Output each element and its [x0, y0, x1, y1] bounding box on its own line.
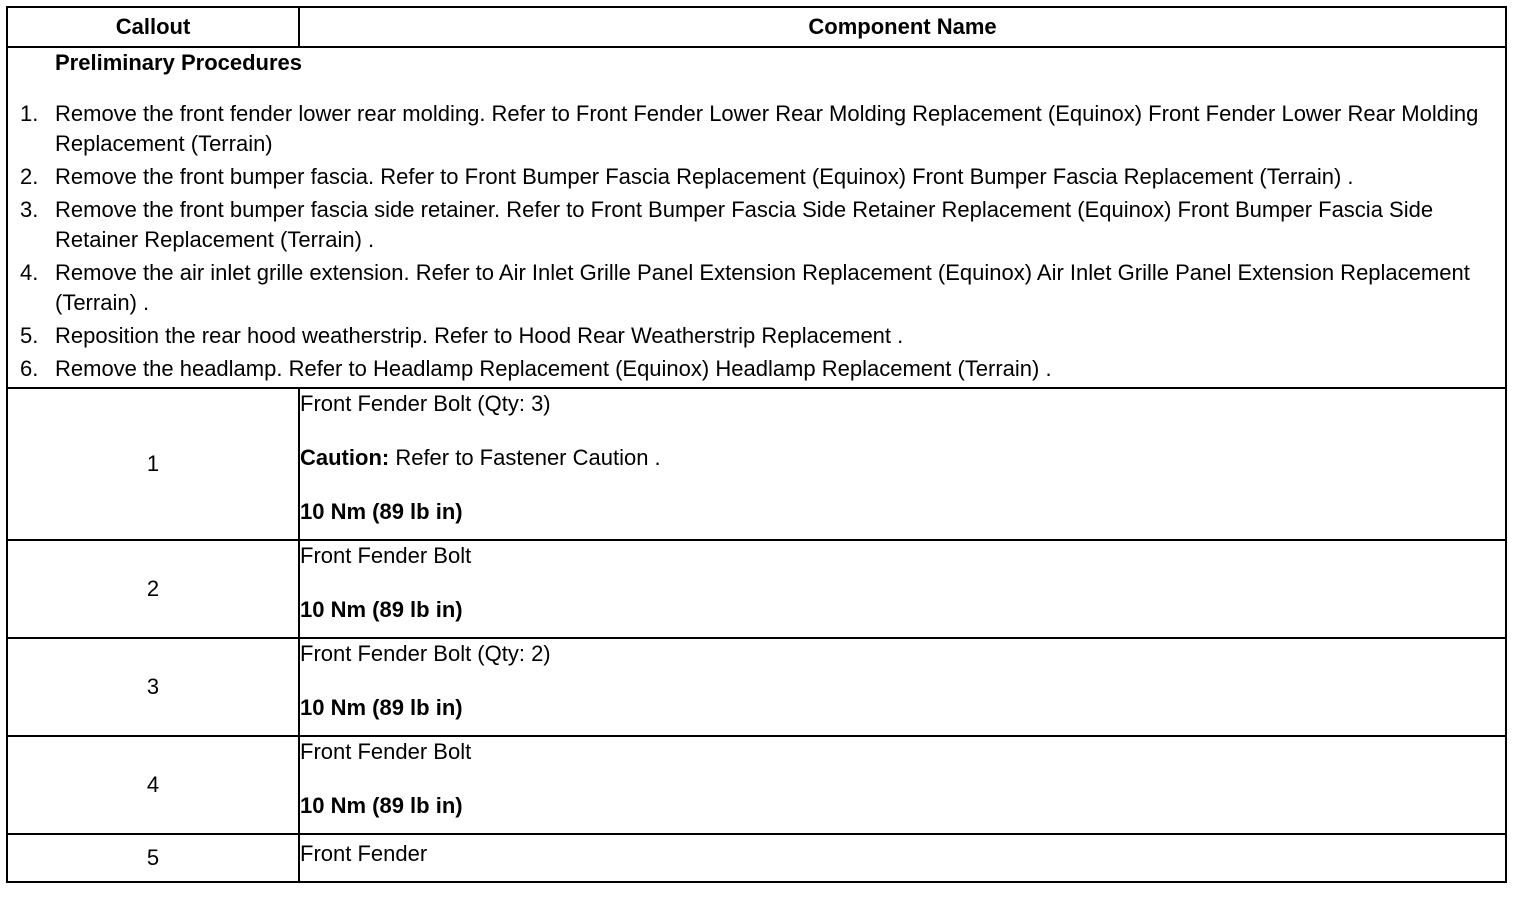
callout-number: 1	[7, 388, 299, 540]
step-text: Reposition the rear hood weatherstrip. Refer to Hood Rear Weatherstrip Replacement .	[55, 323, 904, 348]
callout-number: 2	[7, 540, 299, 638]
step-number: 3.	[20, 197, 39, 222]
torque-spec: 10 Nm (89 lb in)	[300, 597, 463, 622]
callout-number: 3	[7, 638, 299, 736]
caution-label: Caution:	[300, 445, 390, 470]
step-number: 6.	[20, 356, 39, 381]
table-row	[7, 834, 1506, 882]
component-name: Front Fender Bolt	[300, 543, 472, 568]
component-name: Front Fender Bolt	[300, 739, 472, 764]
step-number: 5.	[20, 323, 39, 348]
table-row	[7, 540, 1506, 638]
torque-spec: 10 Nm (89 lb in)	[300, 695, 463, 720]
step-text: Remove the front fender lower rear molding. Refer to Front Fender Lower Rear Molding Replacement (Equinox) Front Fender Lower Rear Molding Replacement (Terrain)	[55, 101, 1479, 156]
callout-number: 5	[7, 834, 299, 882]
callout-header: Callout	[7, 7, 299, 47]
component-cell	[299, 388, 1506, 540]
procedure-step	[8, 162, 1505, 192]
component-cell	[299, 736, 1506, 834]
preliminary-procedures-row	[7, 47, 1506, 388]
step-text: Remove the headlamp. Refer to Headlamp Replacement (Equinox) Headlamp Replacement (Terrain) .	[55, 356, 1052, 381]
component-name: Front Fender Bolt (Qty: 3)	[300, 391, 551, 416]
component-cell	[299, 540, 1506, 638]
component-table	[6, 6, 1507, 883]
step-number: 1.	[20, 101, 39, 126]
step-text: Remove the air inlet grille extension. Refer to Air Inlet Grille Panel Extension Replacement (Equinox) Air Inlet Grille Panel Extension Replacement (Terrain) .	[55, 260, 1470, 315]
component-name: Front Fender	[300, 841, 428, 866]
caution-text: Refer to Fastener Caution .	[389, 445, 661, 470]
torque-spec: 10 Nm (89 lb in)	[300, 793, 463, 818]
table-row	[7, 388, 1506, 540]
caution-note	[300, 443, 1505, 473]
table-row	[7, 638, 1506, 736]
step-text: Remove the front bumper fascia. Refer to Front Bumper Fascia Replacement (Equinox) Front Bumper Fascia Replacement (Terrain) .	[55, 164, 1354, 189]
component-name-header: Component Name	[299, 7, 1506, 47]
component-cell	[299, 834, 1506, 882]
procedure-step	[8, 258, 1505, 318]
component-cell	[299, 638, 1506, 736]
table-header-row	[7, 7, 1506, 47]
table-row	[7, 736, 1506, 834]
step-text: Remove the front bumper fascia side retainer. Refer to Front Bumper Fascia Side Retainer Replacement (Equinox) Front Bumper Fascia Side Retainer Replacement (Terrain) .	[55, 197, 1434, 252]
callout-number: 4	[7, 736, 299, 834]
procedure-step	[8, 321, 1505, 351]
component-name: Front Fender Bolt (Qty: 2)	[300, 641, 551, 666]
procedure-step	[8, 195, 1505, 255]
preliminary-procedures-title: Preliminary Procedures	[55, 50, 303, 75]
torque-spec: 10 Nm (89 lb in)	[300, 499, 463, 524]
procedure-step	[8, 99, 1505, 159]
procedure-step	[8, 354, 1505, 384]
preliminary-procedures	[7, 47, 1506, 388]
procedure-steps	[8, 99, 1505, 384]
step-number: 4.	[20, 260, 39, 285]
step-number: 2.	[20, 164, 39, 189]
